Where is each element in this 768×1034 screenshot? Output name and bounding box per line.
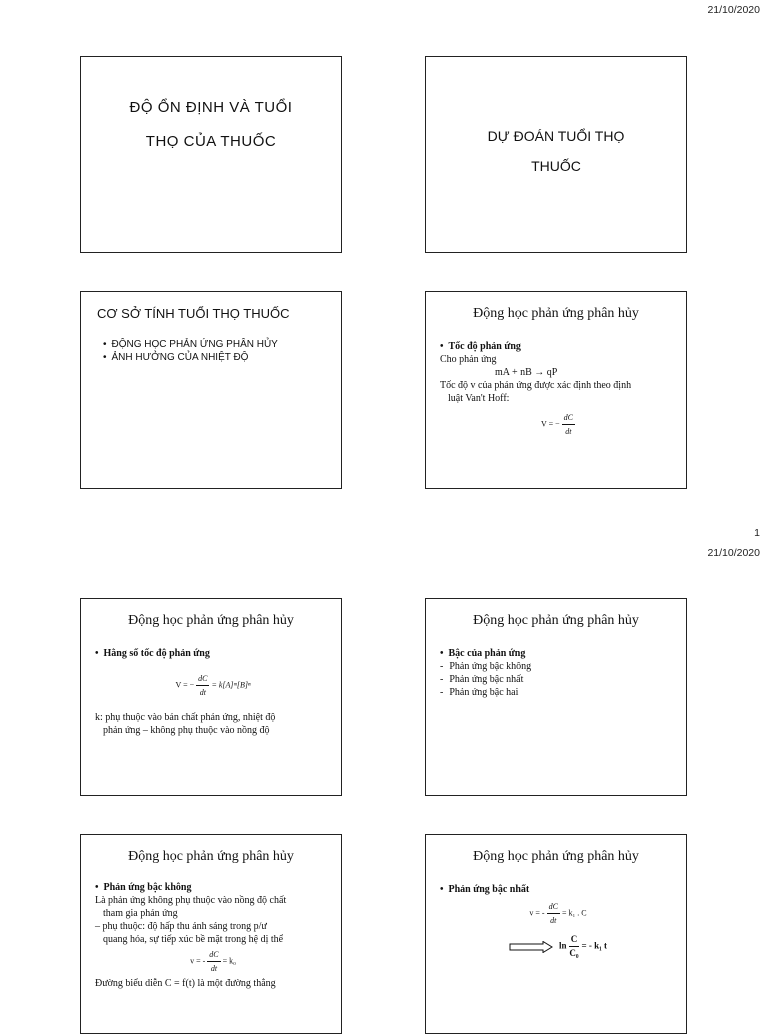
slide-heading: Động học phản ứng phân hủy (128, 849, 294, 864)
text-line: Cho phản ứng (440, 354, 497, 365)
slide-rate-constant (80, 598, 342, 796)
slide-zero-order (80, 834, 342, 1034)
bullet-item: • ĐỘNG HỌC PHẢN ỨNG PHÂN HỦY (103, 338, 331, 351)
text-line: tham gia phản ứng (103, 908, 178, 919)
bullet-heading: • Phản ứng bậc không (95, 881, 331, 894)
text-line: Tốc độ v của phản ứng được xác định theo định (440, 380, 632, 391)
list-item: - Phản ứng bậc hai (440, 686, 676, 699)
text-line: phản ứng – không phụ thuộc vào nồng độ (103, 725, 270, 736)
slide-title-line1: DỰ ĐOÁN TUỔI THỌ (487, 128, 625, 144)
slide-title-line2: THUỐC (531, 158, 581, 174)
slide-basis (80, 291, 342, 489)
slide-title-stability (80, 56, 342, 253)
ln-formula: ln $\frac{C}{\text{C₀}}$ = - k₁ t (558, 934, 608, 958)
list-item: - Phản ứng bậc không (440, 660, 676, 673)
bullet-heading: • Hằng số tốc độ phản ứng (95, 647, 331, 660)
slide-heading: Động học phản ứng phân hủy (473, 849, 639, 864)
slide-title-prediction (425, 56, 687, 253)
text-line: Là phản ứng không phụ thuộc vào nồng độ chất (95, 895, 287, 906)
text-line: luật Van't Hoff: (448, 393, 510, 404)
text-line: k: phụ thuộc vào bản chất phản ứng, nhiệt độ (95, 712, 276, 723)
zero-order-formula: v = - $\frac{dC}{dt}$ = k₀ (190, 950, 236, 973)
slide-heading: CƠ SỞ TÍNH TUỔI THỌ THUỐC (97, 306, 290, 321)
text-line: – phụ thuộc: độ hấp thu ánh sáng trong p/ư (95, 921, 267, 932)
implies-arrow-icon (509, 941, 553, 953)
rate-formula: V = − $\frac{dC}{dt}$ (541, 413, 573, 436)
bullet-heading: • Tốc độ phản ứng (440, 340, 676, 353)
slide-heading: Động học phản ứng phân hủy (473, 306, 639, 321)
text-line: Đường biểu diễn C = f(t) là một đường thẳng (95, 978, 276, 989)
list-item: - Phản ứng bậc nhất (440, 673, 676, 686)
bullet-heading: • Bậc của phản ứng (440, 647, 676, 660)
slide-heading: Động học phản ứng phân hủy (128, 613, 294, 628)
page-date: 21/10/2020 (707, 547, 760, 559)
page-date: 21/10/2020 (707, 4, 760, 16)
slide-heading: Động học phản ứng phân hủy (473, 613, 639, 628)
reaction-equation: mA + nB → qP (495, 367, 558, 378)
first-order-rate-formula: v = - $\frac{dC}{dt}$ = k₁ . C (529, 902, 587, 925)
bullet-item: • ẢNH HƯỞNG CỦA NHIỆT ĐỘ (103, 351, 331, 364)
slide-reaction-order (425, 598, 687, 796)
bullet-heading: • Phản ứng bậc nhất (440, 883, 676, 896)
slide-title-line1: ĐỘ ỔN ĐỊNH VÀ TUỔI (129, 99, 293, 116)
text-line: quang hóa, sự tiếp xúc bề mặt trong hệ dị thể (103, 934, 284, 945)
rate-constant-formula: V = − $\frac{dC}{dt}$ = k[A]ᵐ[B]ⁿ (175, 674, 251, 697)
slide-reaction-rate (425, 291, 687, 489)
slide-title-line2: THỌ CỦA THUỐC (145, 133, 277, 150)
page-number: 1 (754, 527, 760, 539)
slide-first-order (425, 834, 687, 1034)
